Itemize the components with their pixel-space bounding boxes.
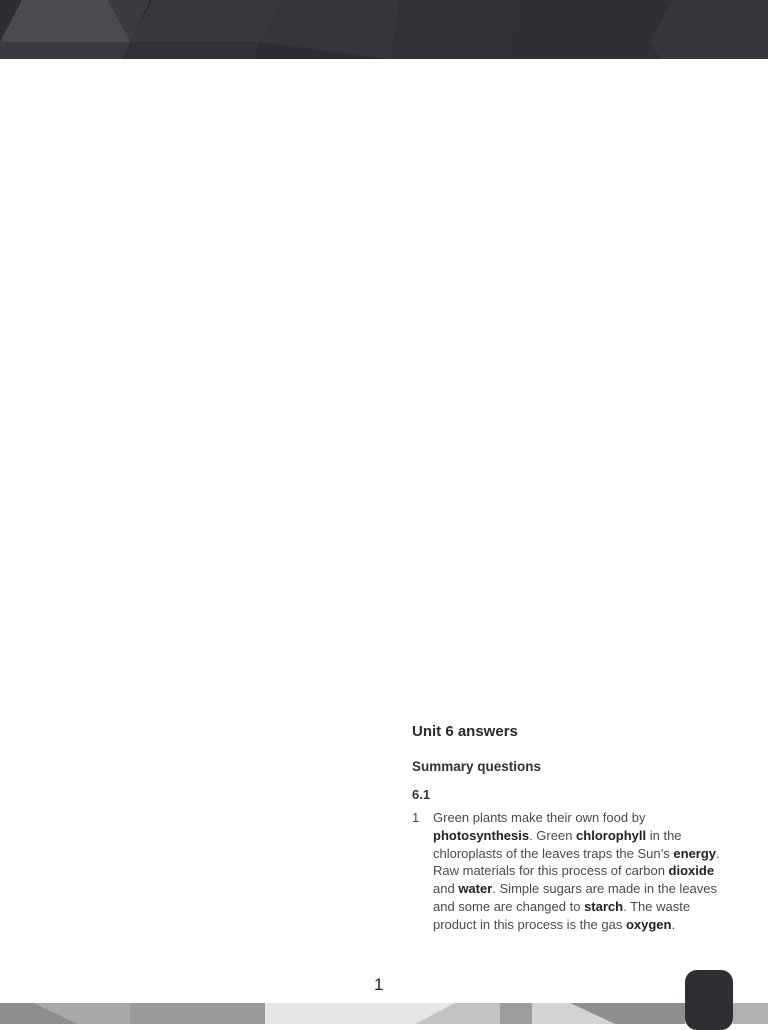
answer-segment: . (671, 916, 676, 932)
answer-segment: . Raw materials for this process of carbon (433, 845, 720, 879)
answer-segment: . Simple sugars are made in the leaves and some are changed to (433, 881, 718, 914)
keyword: photosynthesis (433, 827, 530, 843)
keyword: starch (584, 898, 624, 914)
answer-segment: and (433, 881, 459, 897)
answer-segment: in the chloroplasts of the leaves traps the Sun’s (433, 827, 682, 861)
answer-item (412, 809, 732, 934)
banner-pattern (0, 0, 768, 59)
answer-text (433, 809, 732, 934)
page-number: 1 (374, 975, 384, 994)
bottom-band (0, 1003, 768, 1024)
answer-segment: . Green (529, 827, 577, 843)
answer-number: 1 (412, 810, 420, 825)
unit-title: Unit 6 answers (412, 723, 518, 740)
keyword: chlorophyll (576, 827, 647, 843)
subsection-number: 6.1 (412, 787, 431, 802)
keyword: dioxide (668, 863, 715, 879)
top-banner (0, 0, 768, 59)
answer-segment: Green plants make their own food by (433, 810, 646, 825)
keyword: energy (673, 845, 717, 861)
keyword: oxygen (625, 916, 672, 932)
answer-segment: . The waste product in this process is the gas (433, 898, 691, 932)
answers-content (412, 722, 732, 934)
corner-tab (685, 970, 733, 1030)
section-title: Summary questions (412, 759, 542, 774)
keyword: water (458, 881, 493, 897)
bottom-pattern (0, 1003, 768, 1024)
